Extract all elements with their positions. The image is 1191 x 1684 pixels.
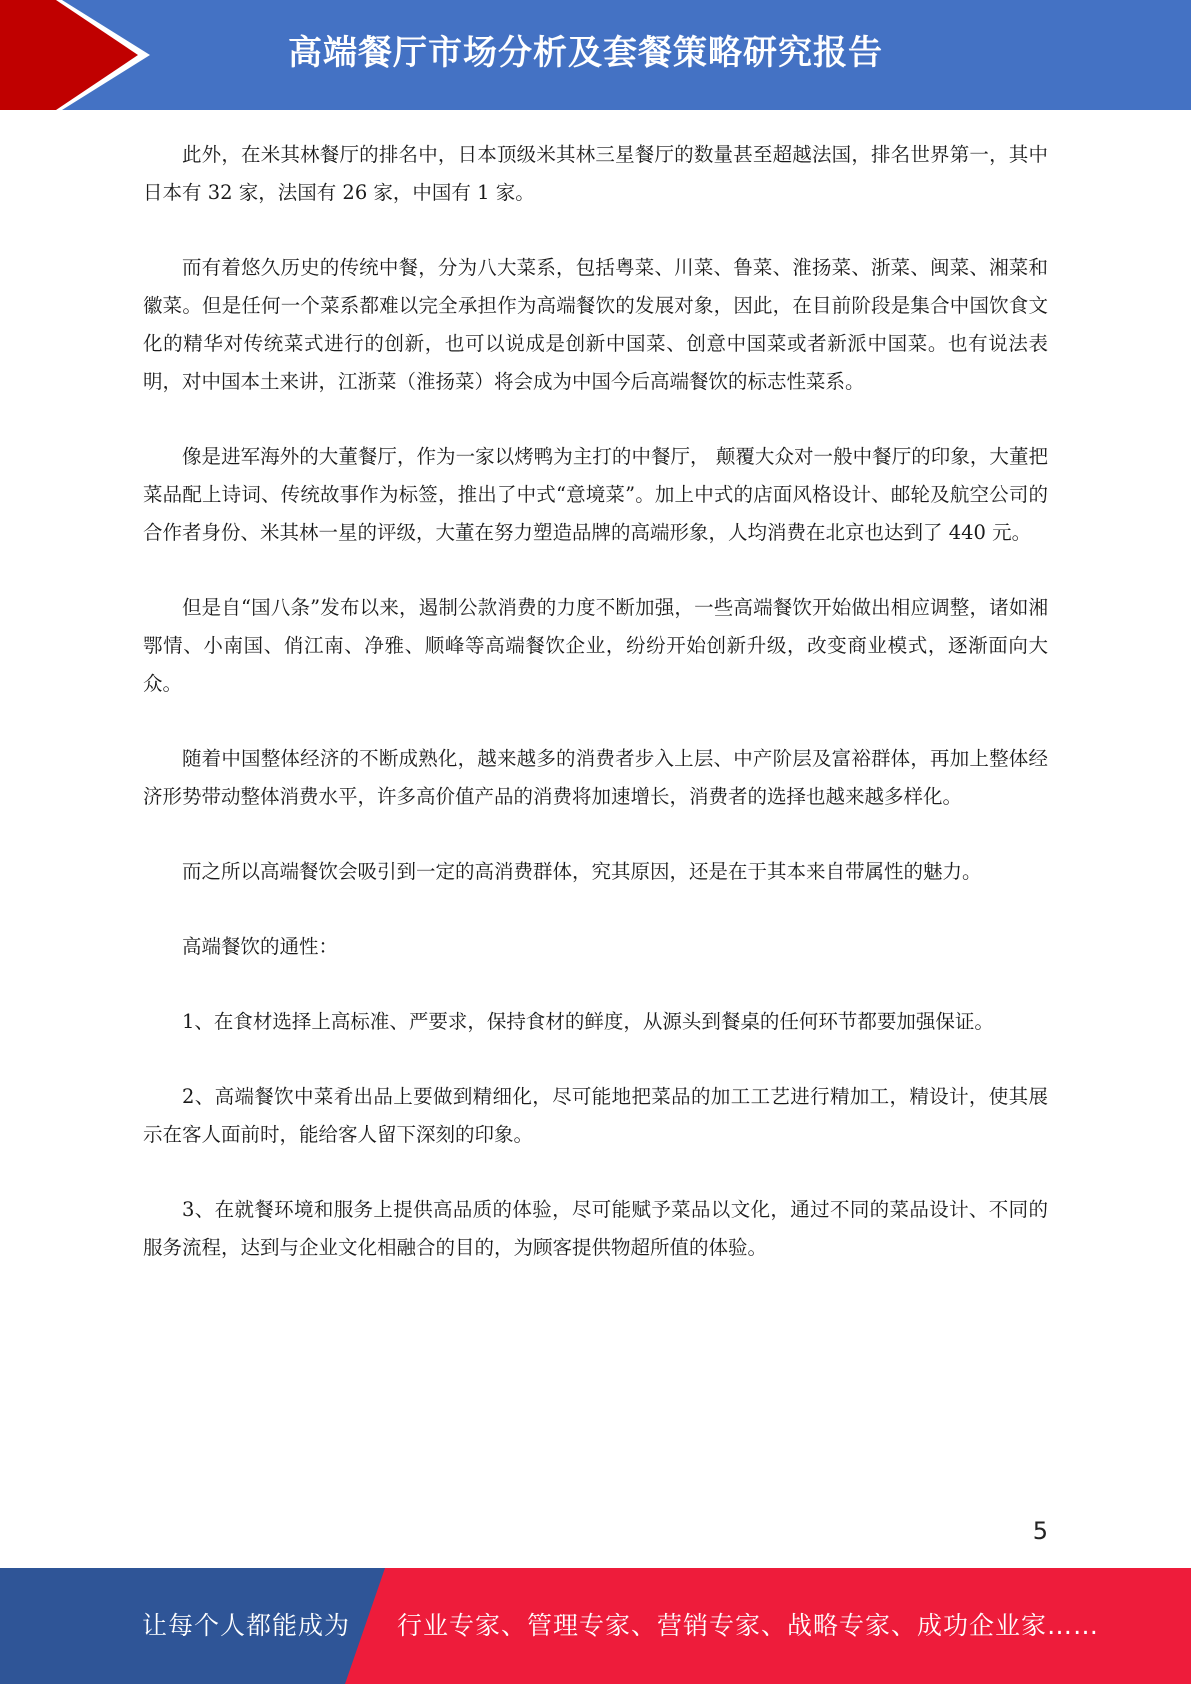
footer-slogan-left: 让每个人都能成为 — [142, 1611, 351, 1640]
document-title: 高端餐厅市场分析及套餐策略研究报告 — [288, 33, 883, 73]
paragraph-attraction: 而之所以高端餐饮会吸引到一定的高消费群体，究其原因，还是在于其本来自带属性的魅力。 — [182, 860, 982, 883]
list-item-3: 3、在就餐环境和服务上提供高品质的体验，尽可能赋予菜品以文化，通过不同的菜品设计、不同的服务流程，达到与企业文化相融合的目的，为顾客提供物超所值的体验。 — [143, 1198, 1048, 1259]
page-header — [0, 0, 1191, 110]
footer-slogan-right: 行业专家、管理专家、营销专家、战略专家、成功企业家…… — [397, 1611, 1100, 1640]
paragraph-policy: 但是自“国八条”发布以来，遏制公款消费的力度不断加强，一些高端餐饮开始做出相应调整，诸如湘鄂情、小南国、俏江南、净雅、顺峰等高端餐饮企业，纷纷开始创新升级，改变商业模式，逐渐面向大众。 — [143, 596, 1048, 695]
document-body — [143, 136, 1048, 1267]
paragraph-dadong: 像是进军海外的大董餐厅，作为一家以烤鸭为主打的中餐厅， 颠覆大众对一般中餐厅的印象，大董把菜品配上诗词、传统故事作为标签，推出了中式“意境菜”。加上中式的店面风格设计、邮轮及航空公司的合作者身份、米其林一星的评级，大董在努力塑造品牌的高端形象，人均消费在北京也达到了 440 元。 — [143, 445, 1048, 544]
paragraph-chinese-cuisine: 而有着悠久历史的传统中餐，分为八大菜系，包括粤菜、川菜、鲁菜、淮扬菜、浙菜、闽菜、湘菜和徽菜。但是任何一个菜系都难以完全承担作为高端餐饮的发展对象，因此，在目前阶段是集合中国饮食文化的精华对传统菜式进行的创新，也可以说成是创新中国菜、创意中国菜或者新派中国菜。也有说法表明，对中国本土来讲，江浙菜（淮扬菜）将会成为中国今后高端餐饮的标志性菜系。 — [143, 256, 1048, 393]
list-item-2: 2、高端餐饮中菜肴出品上要做到精细化，尽可能地把菜品的加工工艺进行精加工，精设计，使其展示在客人面前时，能给客人留下深刻的印象。 — [143, 1085, 1048, 1146]
page-footer — [0, 1568, 1191, 1684]
page-number: 5 — [1032, 1517, 1048, 1545]
list-item-1: 1、在食材选择上高标准、严要求，保持食材的鲜度，从源头到餐桌的任何环节都要加强保证。 — [182, 1010, 994, 1033]
paragraph-economy: 随着中国整体经济的不断成熟化，越来越多的消费者步入上层、中产阶层及富裕群体，再加上整体经济形势带动整体消费水平，许多高价值产品的消费将加速增长，消费者的选择也越来越多样化。 — [143, 747, 1048, 808]
paragraph-michelin: 此外，在米其林餐厅的排名中，日本顶级米其林三星餐厅的数量甚至超越法国，排名世界第一，其中日本有 32 家，法国有 26 家，中国有 1 家。 — [143, 143, 1048, 204]
paragraph-common-traits-heading: 高端餐饮的通性： — [182, 935, 339, 958]
